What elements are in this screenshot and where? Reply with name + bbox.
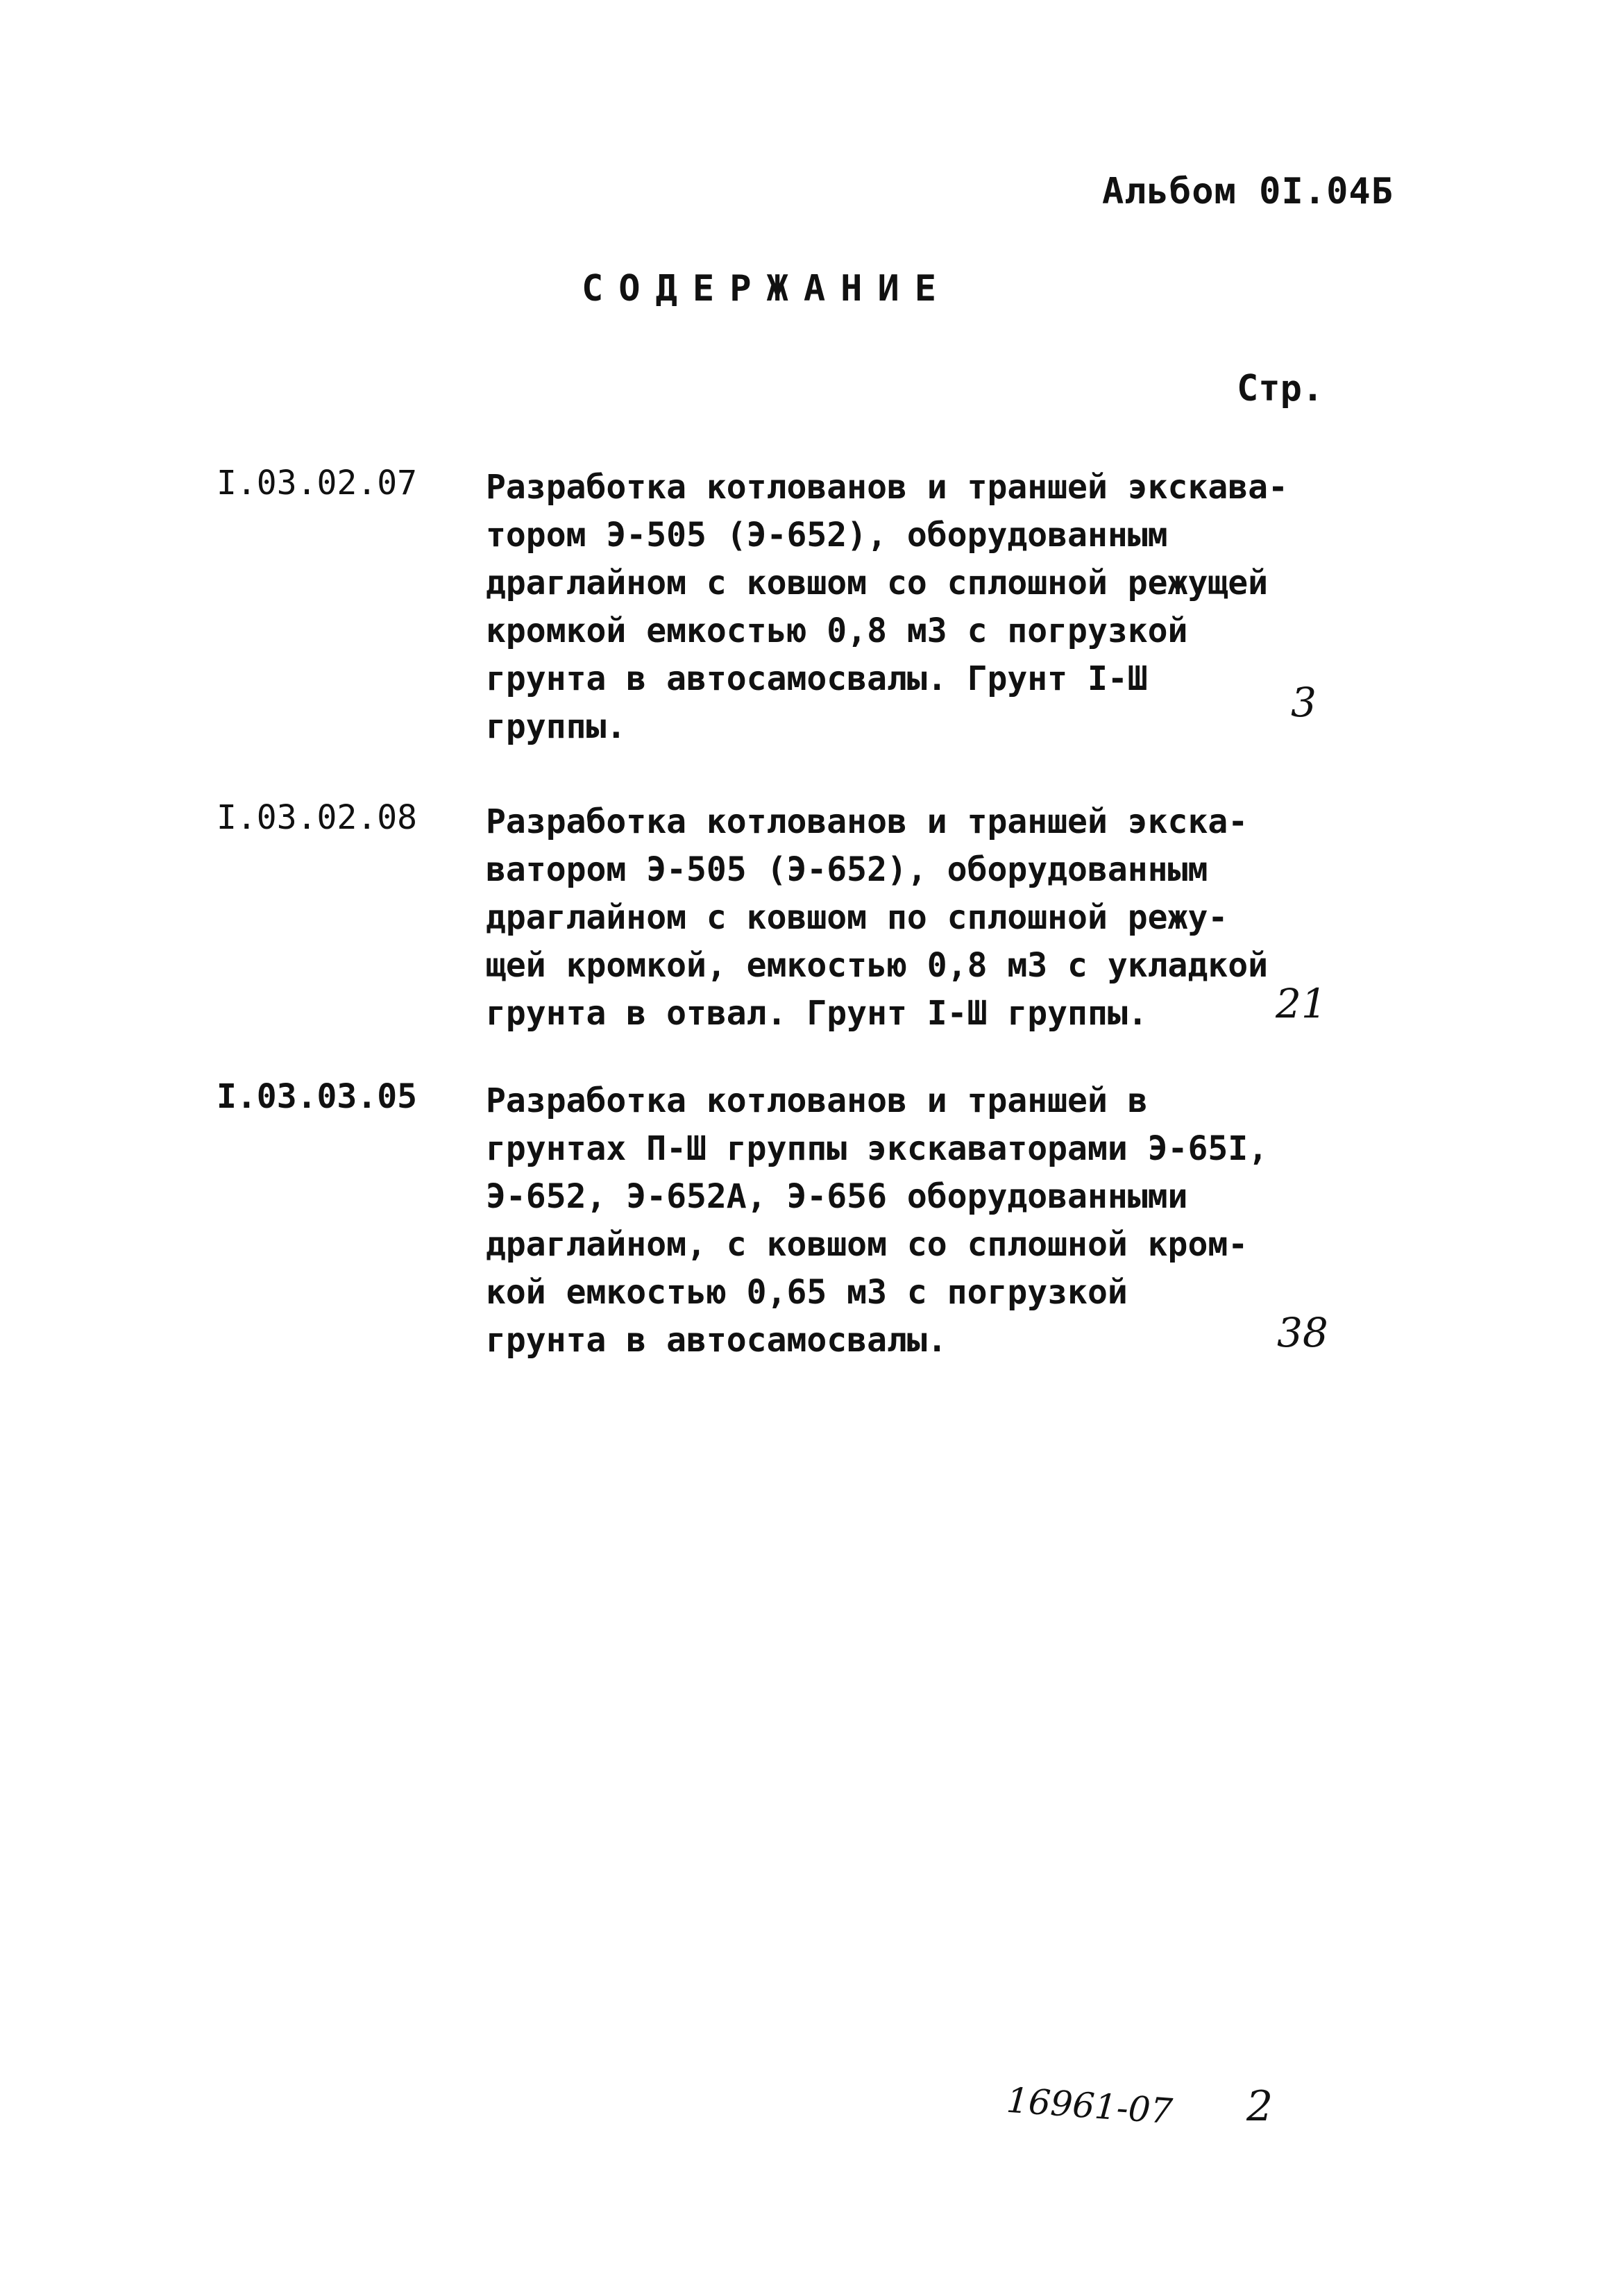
entry-line: грунтах П-Ш группы экскаваторами Э-65I,	[486, 1129, 1269, 1168]
page-column-header: Стр.	[1237, 368, 1324, 410]
entry-page-number: 21	[1276, 980, 1327, 1027]
entry-line: грунта в автосамосвалы.	[486, 1321, 947, 1360]
entry-line: грунта в автосамосвалы. Грунт I-Ш	[486, 659, 1148, 698]
entry-line: Разработка котлованов и траншей в	[486, 1081, 1148, 1120]
entry-line: Разработка котлованов и траншей экска-	[486, 802, 1249, 841]
entry-code: I.03.03.05	[217, 1077, 417, 1116]
entry-line: ватором Э-505 (Э-652), оборудованным	[486, 850, 1208, 889]
entry-line: кромкой емкостью 0,8 м3 с погрузкой	[486, 611, 1188, 650]
entry-line: группы.	[486, 707, 627, 746]
entry-line: драглайном с ковшом по сплошной режу-	[486, 898, 1228, 937]
entry-line: тором Э-505 (Э-652), оборудованным	[486, 516, 1168, 555]
album-label: Альбом 0I.04Б	[1102, 171, 1394, 212]
entry-code: I.03.02.08	[217, 798, 417, 837]
entry-description	[486, 798, 1284, 1038]
entry-description	[486, 464, 1288, 751]
entry-line: щей кромкой, емкостью 0,8 м3 с укладкой	[486, 946, 1269, 985]
entry-line: Разработка котлованов и траншей экскава-	[486, 468, 1288, 507]
entry-page-number: 38	[1277, 1309, 1328, 1356]
document-number: 16961-07	[1005, 2079, 1174, 2132]
entry-line: кой емкостью 0,65 м3 с погрузкой	[486, 1273, 1128, 1312]
sheet-page-number: 2	[1246, 2082, 1274, 2131]
entry-line: драглайном, с ковшом со сплошной кром-	[486, 1225, 1249, 1264]
entry-line: драглайном с ковшом со сплошной режущей	[486, 564, 1269, 602]
entry-page-number: 3	[1291, 679, 1317, 726]
entry-description	[486, 1077, 1284, 1365]
entry-line: грунта в отвал. Грунт I-Ш группы.	[486, 994, 1148, 1033]
entry-code: I.03.02.07	[217, 464, 417, 503]
page-title: СОДЕРЖАНИЕ	[582, 268, 952, 310]
entry-line: Э-652, Э-652А, Э-656 оборудованными	[486, 1177, 1188, 1216]
